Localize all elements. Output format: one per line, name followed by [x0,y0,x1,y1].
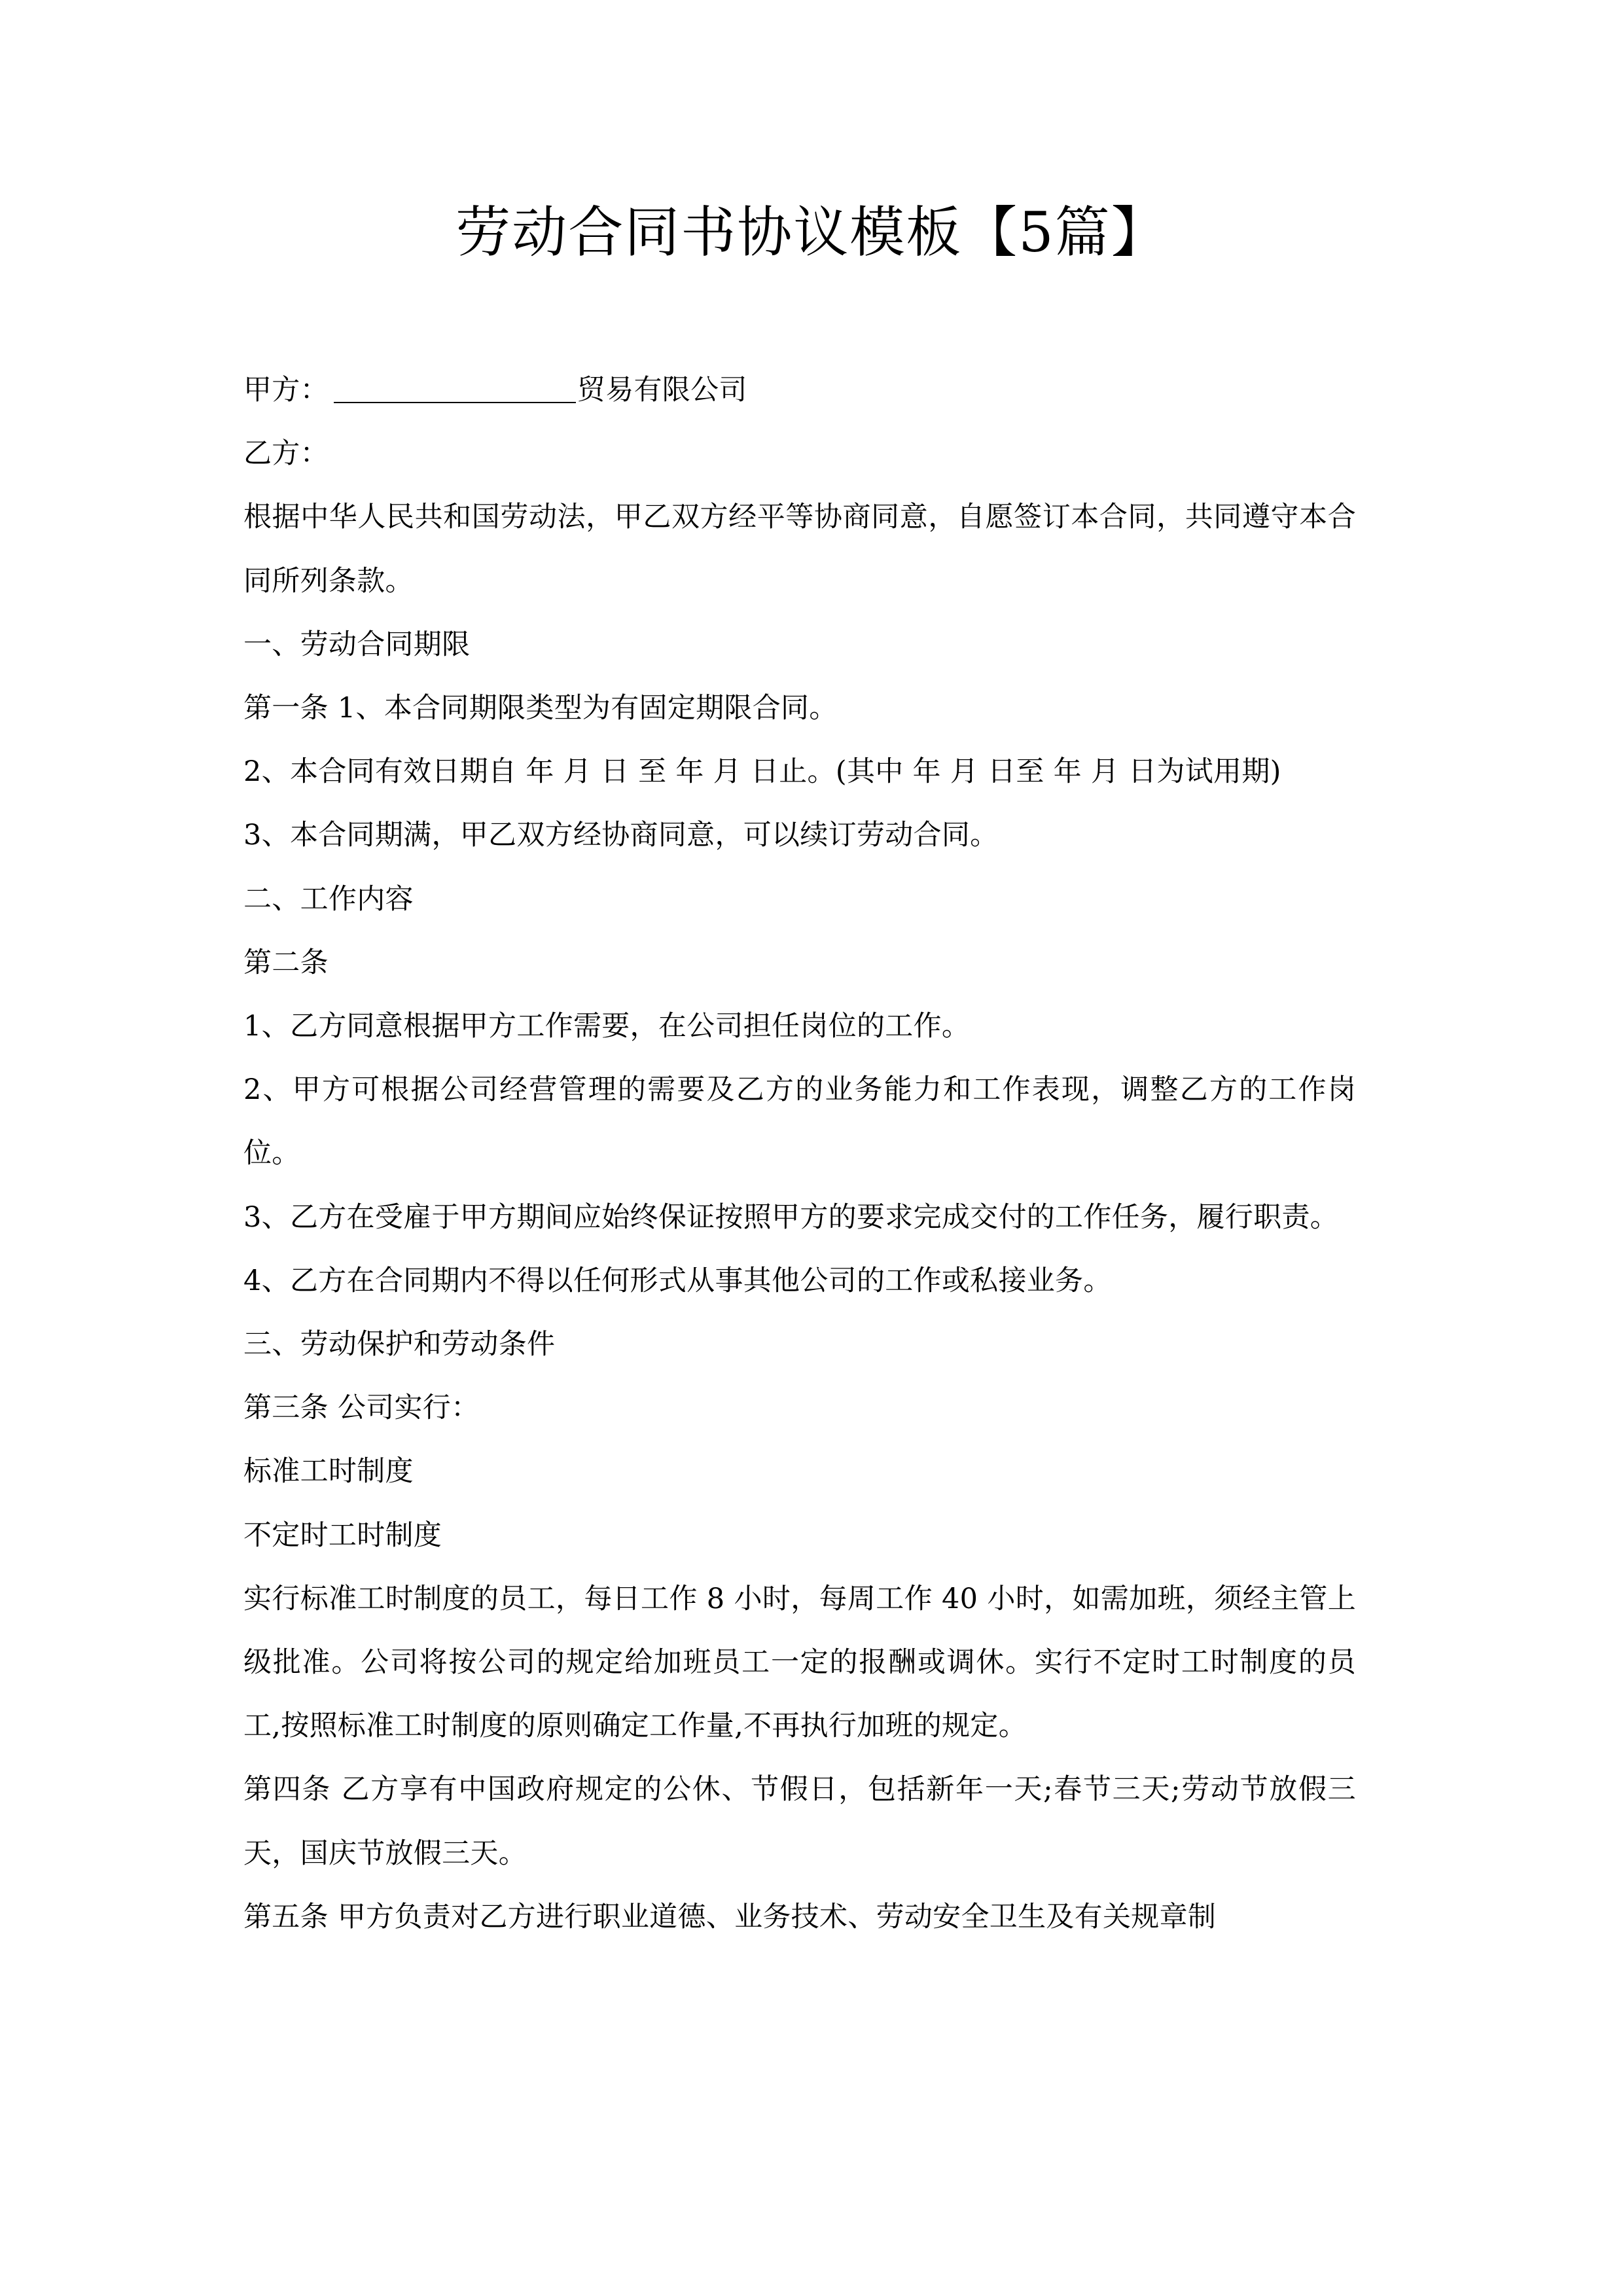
article-1-clause-1: 第一条 1、本合同期限类型为有固定期限合同。 [243,692,838,725]
article-2-clause-3: 3、乙方在受雇于甲方期间应始终保证按照甲方的要求完成交付的工作任务，履行职责。 [243,1200,1339,1234]
option-standard-hours: 标准工时制度 [243,1455,414,1488]
article-2-clause-2: 2、甲方可根据公司经营管理的需要及乙方的业务能力和工作表现，调整乙方的工作岗位。 [243,1073,1356,1170]
working-hours-paragraph: 实行标准工时制度的员工，每日工作 8 小时，每周工作 40 小时，如需加班，须经主管上级批准。公司将按公司的规定给加班员工一定的报酬或调休。实行不定时工时制度的员工,按照标准工时制度的原则确定工作量,不再执行加班的规定。 [243,1582,1356,1743]
party-b-line [243,422,1356,486]
article-5-training: 第五条 甲方负责对乙方进行职业道德、业务技术、劳动安全卫生及有关规章制 [243,1900,1217,1933]
party-b-label: 乙方： [243,437,329,471]
party-a-label: 甲方： [243,374,329,406]
article-2-clause-4: 4、乙方在合同期内不得以任何形式从事其他公司的工作或私接业务。 [243,1264,1112,1297]
article-2-heading: 第二条 [243,946,329,979]
option-flexible-hours: 不定时工时制度 [243,1518,442,1552]
section-heading-labor-protection: 三、劳动保护和劳动条件 [243,1328,556,1361]
article-4-holidays: 第四条 乙方享有中国政府规定的公休、节假日，包括新年一天;春节三天;劳动节放假三天，国庆节放假三天。 [243,1773,1356,1870]
preamble-paragraph: 根据中华人民共和国劳动法，甲乙双方经平等协商同意，自愿签订本合同，共同遵守本合同所列条款。 [243,501,1356,598]
party-a-blank-field [334,376,576,403]
party-a-company-suffix: 贸易有限公司 [577,374,747,406]
party-a-line [243,359,1356,422]
article-1-clause-3: 3、本合同期满，甲乙双方经协商同意，可以续订劳动合同。 [243,819,999,852]
document-title: 劳动合同书协议模板【5篇】 [455,200,1168,264]
article-3-heading: 第三条 公司实行： [243,1391,480,1425]
article-2-clause-1: 1、乙方同意根据甲方工作需要，在公司担任岗位的工作。 [243,1010,971,1043]
section-heading-contract-term: 一、劳动合同期限 [243,628,471,661]
section-heading-work-content: 二、工作内容 [243,882,414,916]
article-1-clause-2: 2、本合同有效日期自 年 月 日 至 年 月 日止。(其中 年 月 日至 年 月 日为试用期) [243,755,1281,789]
document-body [243,359,1356,1949]
